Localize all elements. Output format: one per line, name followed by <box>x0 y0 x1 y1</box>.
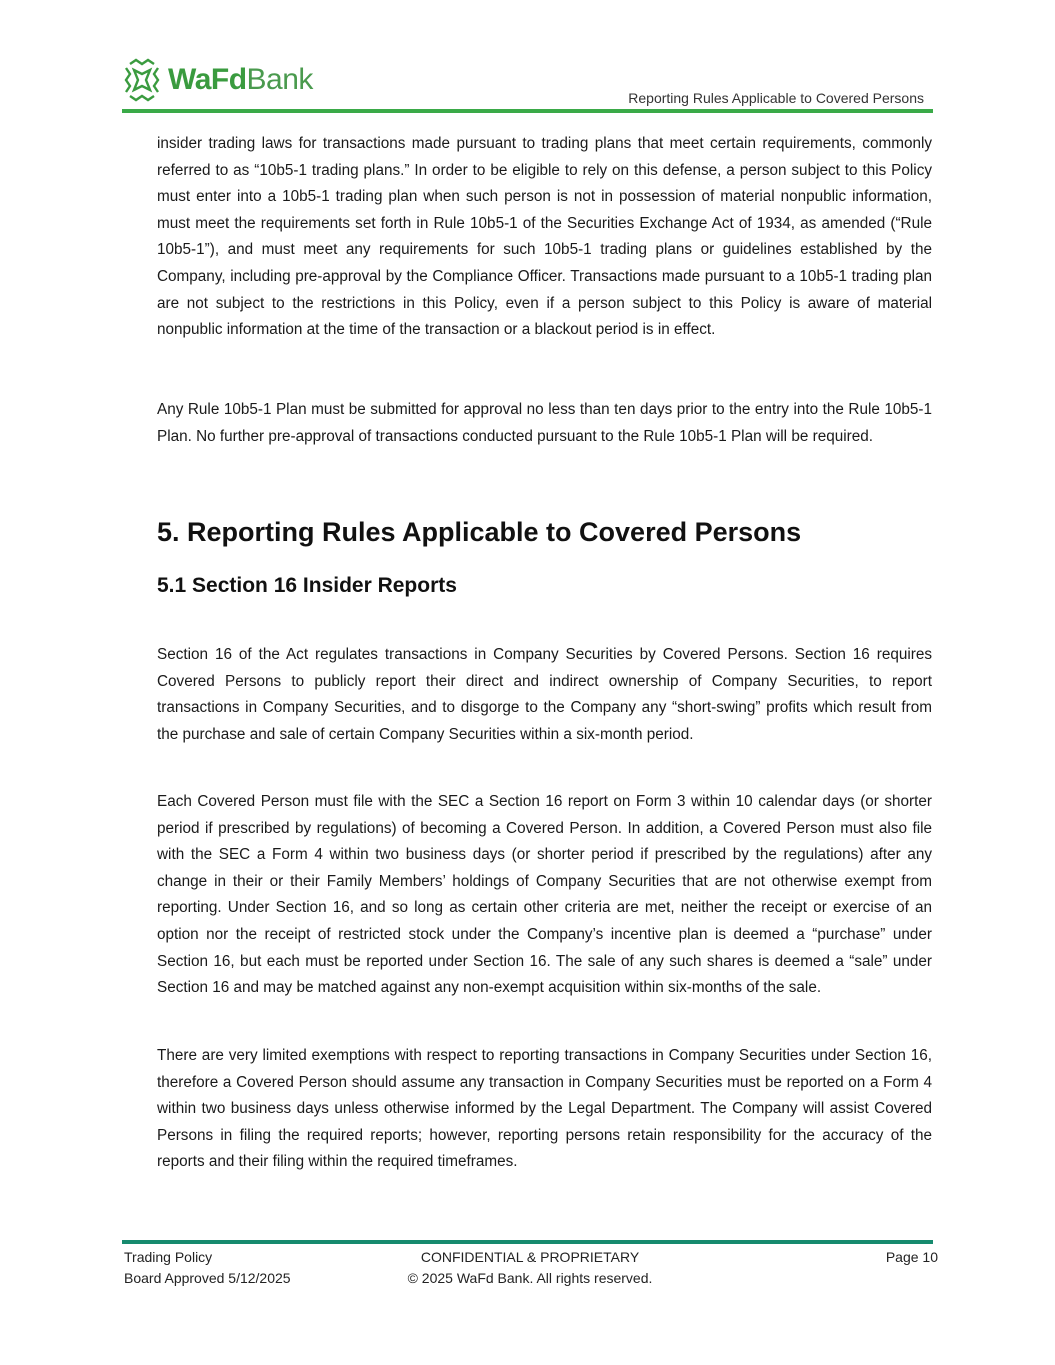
footer-left <box>124 1247 291 1289</box>
footer-copyright: © 2025 WaFd Bank. All rights reserved. <box>407 1270 653 1286</box>
logo-regular-text: Bank <box>246 63 313 96</box>
body-paragraph: Section 16 of the Act regulates transactions in Company Securities by Covered Persons. Section 16 requires Covered Persons to publicly report their direct and indirect ownership of Company Securities, to report transactions in Company Securities, and to disgorge to the Company any “short-swing” profits which result from the purchase and sale of certain Company Securities within a six-month period. <box>157 646 932 743</box>
logo-bold-text: WaFd <box>168 63 247 96</box>
body-paragraph: Each Covered Person must file with the SEC a Section 16 report on Form 3 within 10 calendar days (or shorter period if prescribed by regulations) of becoming a Covered Person. In addition, a Covered Person must also file with the SEC a Form 4 within two business days (or shorter period if prescribed by the regulations) after any change in their or their Family Members’ holdings of Company Securities that are not otherwise exempt from reporting. Under Section 16, and so long as certain other criteria are met, neither the receipt or exercise of an option nor the receipt of restricted stock under the Company’s incentive plan is deemed a “purchase” under Section 16, but each must be reported under Section 16. The sale of any such shares is deemed a “sale” under Section 16 and may be matched against any non-exempt acquisition within six-months of the sale. <box>157 793 932 997</box>
footer-page-number: Page 10 <box>885 1249 938 1265</box>
footer-center <box>330 1247 730 1289</box>
header-divider <box>122 109 933 113</box>
body-paragraph: Any Rule 10b5-1 Plan must be submitted for approval no less than ten days prior to the entry into the Rule 10b5-1 Plan. No further pre-approval of transactions conducted pursuant to the Rule 10b5-1 Plan will be required. <box>157 401 932 445</box>
body-paragraph: insider trading laws for transactions made pursuant to trading plans that meet certain requirements, commonly referred to as “10b5-1 trading plans.” In order to be eligible to rely on this defense, a person subject to this Policy must enter into a 10b5-1 trading plan when such person is not in possession of material nonpublic information, must meet the requirements set forth in Rule 10b5-1 of the Securities Exchange Act of 1934, as amended (“Rule 10b5-1”), and must meet any requirements for such 10b5-1 trading plans or guidelines established by the Company, including pre-approval by the Compliance Officer. Transactions made pursuant to a 10b5-1 trading plan are not subject to the restrictions in this Policy, even if a person subject to this Policy is aware of material nonpublic information at the time of the transaction or a blackout period is in effect. <box>157 135 932 339</box>
footer-confidential: CONFIDENTIAL & PROPRIETARY <box>420 1249 640 1265</box>
header-section-title: Reporting Rules Applicable to Covered Persons <box>628 90 924 106</box>
heading-section-5-1: 5.1 Section 16 Insider Reports <box>157 574 457 597</box>
wafd-bank-logo <box>122 58 313 102</box>
footer-approval: Board Approved 5/12/2025 <box>124 1270 291 1286</box>
heading-section-5: 5. Reporting Rules Applicable to Covered Persons <box>157 517 802 547</box>
footer-divider <box>122 1240 933 1244</box>
body-paragraph: There are very limited exemptions with respect to reporting transactions in Company Securities under Section 16, therefore a Covered Person should assume any transaction in Company Securities must be reported on a Form 4 within two business days unless otherwise informed by the Legal Department. The Company will assist Covered Persons in filing the required reports; however, reporting persons retain responsibility for the accuracy of the reports and their filing within the required timeframes. <box>157 1047 932 1171</box>
wafd-logo-icon <box>122 58 162 102</box>
footer-doc-name: Trading Policy <box>124 1249 213 1265</box>
